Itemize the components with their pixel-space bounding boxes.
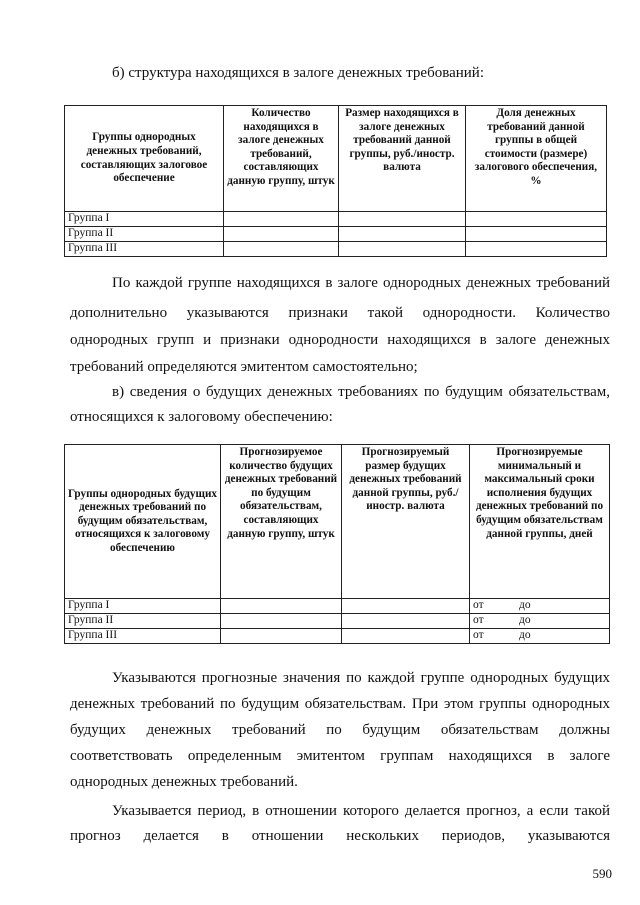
column-header: Количество находящихся в залоге денежных требований, составляющих данную группу, штук [224,106,339,212]
table-header-row [65,445,610,599]
future-claims-table [64,444,610,644]
section-b-heading: б) структура находящихся в залоге денежных требований: [112,65,485,81]
table-row [65,227,607,242]
column-header: Группы однородных денежных требований, составляющих залоговое обеспечение [65,106,224,212]
paragraph-line: требований определяются эмитентом самостоятельно; [70,359,418,375]
table-row [65,629,610,644]
group-label: Группа II [65,227,224,242]
column-header: Размер находящихся в залоге денежных требований данной группы, руб./иностр. валюта [339,106,466,212]
table-row [65,242,607,257]
from-label: от [473,629,484,641]
paragraph-line: дополнительно указываются признаки такой однородности. Количество [70,305,610,321]
from-label: от [473,614,484,626]
paragraph-line: однородных денежных требований. [70,774,298,790]
paragraph-line: По каждой группе находящихся в залоге однородных денежных требований [112,275,610,291]
group-label: Группа II [65,614,221,629]
paragraph-line: денежных требований по будущим обязательствам. При этом группы однородных [70,696,610,712]
table-row [65,614,610,629]
paragraph-line: Указывается период, в отношении которого делается прогноз, а если такой [112,803,610,819]
page-number: 590 [592,866,612,881]
table-row [65,212,607,227]
pledged-claims-structure-table [64,105,607,257]
paragraph-line: в) сведения о будущих денежных требованиях по будущим обязательствам, [112,384,610,400]
paragraph-line: прогноз делается в отношении нескольких периодов, указываются [70,828,610,844]
paragraph-line: Указываются прогнозные значения по каждой группе однородных будущих [112,670,610,686]
to-label: до [519,629,531,641]
column-header: Доля денежных требований данной группы в общей стоимости (размере) залогового обеспечения, % [466,106,607,212]
column-header: Прогнозируемое количество будущих денежных требований по будущим обязательствам, составляющих данную группу, штук [221,445,342,599]
group-label: Группа III [65,629,221,644]
from-label: от [473,599,484,611]
to-label: до [519,614,531,626]
group-label: Группа I [65,212,224,227]
column-header: Прогнозируемый размер будущих денежных требований данной группы, руб./иностр. валюта [342,445,470,599]
table-header-row [65,106,607,212]
paragraph-line: будущих денежных требований по будущим обязательствам должны [70,722,610,738]
paragraph-line: однородных групп и признаки однородности находящихся в залоге денежных [70,332,610,348]
table-row [65,599,610,614]
paragraph-line: относящихся к залоговому обеспечению: [70,409,333,425]
group-label: Группа III [65,242,224,257]
paragraph-line: соответствовать определенным эмитентом группам находящихся в залоге [70,748,610,764]
column-header: Группы однородных будущих денежных требований по будущим обязательствам, относящихся к залоговому обеспечению [65,445,221,599]
to-label: до [519,599,531,611]
group-label: Группа I [65,599,221,614]
column-header: Прогнозируемые минимальный и максимальный сроки исполнения будущих денежных требований по будущим обязательствам данной группы, дней [470,445,610,599]
